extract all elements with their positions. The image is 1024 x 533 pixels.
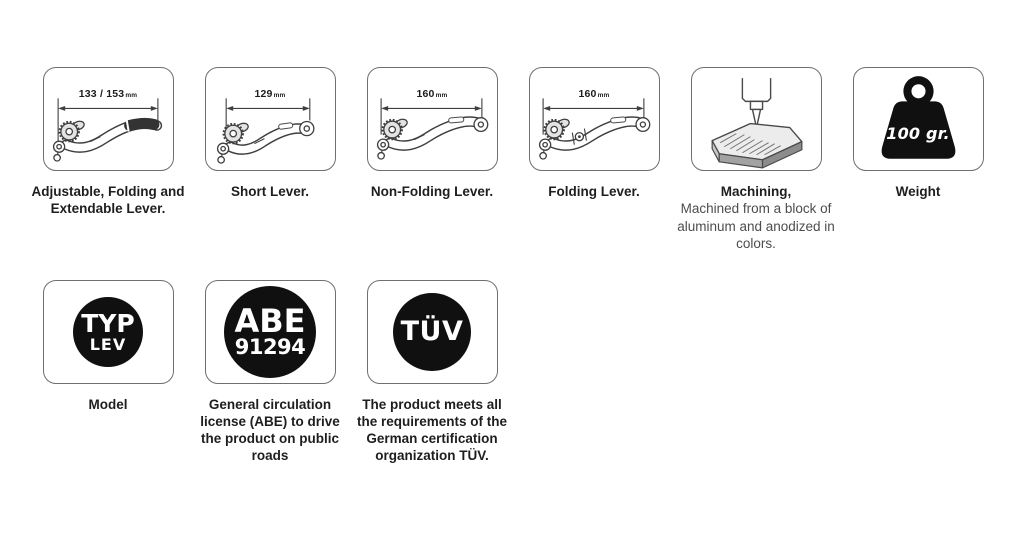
model-card (43, 280, 174, 384)
feature-abe-license (189, 280, 351, 464)
feature-caption: Machining, (720, 184, 792, 199)
short-lever-icon (206, 68, 335, 170)
dimension-label (368, 88, 497, 100)
dimension-unit: mm (273, 92, 286, 99)
machining-card (691, 67, 822, 171)
typ-lev-badge (73, 297, 143, 367)
feature-short-lever (189, 67, 351, 253)
folding-lever-icon (530, 68, 659, 170)
badge-text-top: TYP (81, 308, 135, 338)
tuv-badge (393, 293, 471, 371)
features-row-2 (27, 280, 513, 464)
feature-caption: Short Lever. (230, 184, 310, 199)
feature-caption: Adjustable, Folding and Extendable Lever. (31, 184, 185, 216)
milling-machine-icon (692, 68, 821, 170)
abe-badge (224, 286, 316, 378)
feature-caption: Folding Lever. (548, 184, 640, 199)
dimension-unit: mm (435, 92, 448, 99)
feature-machining (675, 67, 837, 253)
dimension-value: 133 / 153 (78, 88, 125, 100)
weight-icon (854, 68, 983, 170)
folding-lever-card (529, 67, 660, 171)
feature-description: Machined from a block of aluminum and anodized in colors. (677, 201, 835, 251)
badge-text-top: ABE (234, 301, 306, 340)
short-lever-card (205, 67, 336, 171)
feature-non-folding-lever (351, 67, 513, 253)
badge-text: TÜV (400, 316, 464, 347)
dimension-value: 160 (416, 88, 435, 100)
tuv-card (367, 280, 498, 384)
adjustable-lever-icon (44, 68, 173, 170)
dimension-value: 160 (578, 88, 597, 100)
badge-text-bottom: LEV (89, 334, 127, 354)
feature-caption: General circulation license (ABE) to drive the product on public roads (200, 397, 340, 463)
feature-folding-lever (513, 67, 675, 253)
feature-caption: The product meets all the requirements of the German certification organization TÜV. (356, 397, 508, 463)
dimension-unit: mm (597, 92, 610, 99)
weight-card (853, 67, 984, 171)
non-folding-lever-icon (368, 68, 497, 170)
dimension-label (44, 88, 173, 100)
feature-caption: Weight (895, 184, 941, 199)
weight-value-label: 100 gr. (886, 124, 950, 143)
non-folding-lever-card (367, 67, 498, 171)
dimension-label (206, 88, 335, 100)
dimension-value: 129 (254, 88, 273, 100)
features-row-1 (27, 67, 999, 253)
feature-caption: Model (88, 397, 128, 412)
abe-card (205, 280, 336, 384)
badge-text-bottom: 91294 (234, 334, 306, 359)
dimension-unit: mm (125, 92, 138, 99)
feature-caption: Non-Folding Lever. (370, 184, 494, 199)
feature-weight (837, 67, 999, 253)
adjustable-lever-card (43, 67, 174, 171)
feature-model (27, 280, 189, 464)
feature-tuv-certification (351, 280, 513, 464)
dimension-label (530, 88, 659, 100)
feature-adjustable-lever (27, 67, 189, 253)
